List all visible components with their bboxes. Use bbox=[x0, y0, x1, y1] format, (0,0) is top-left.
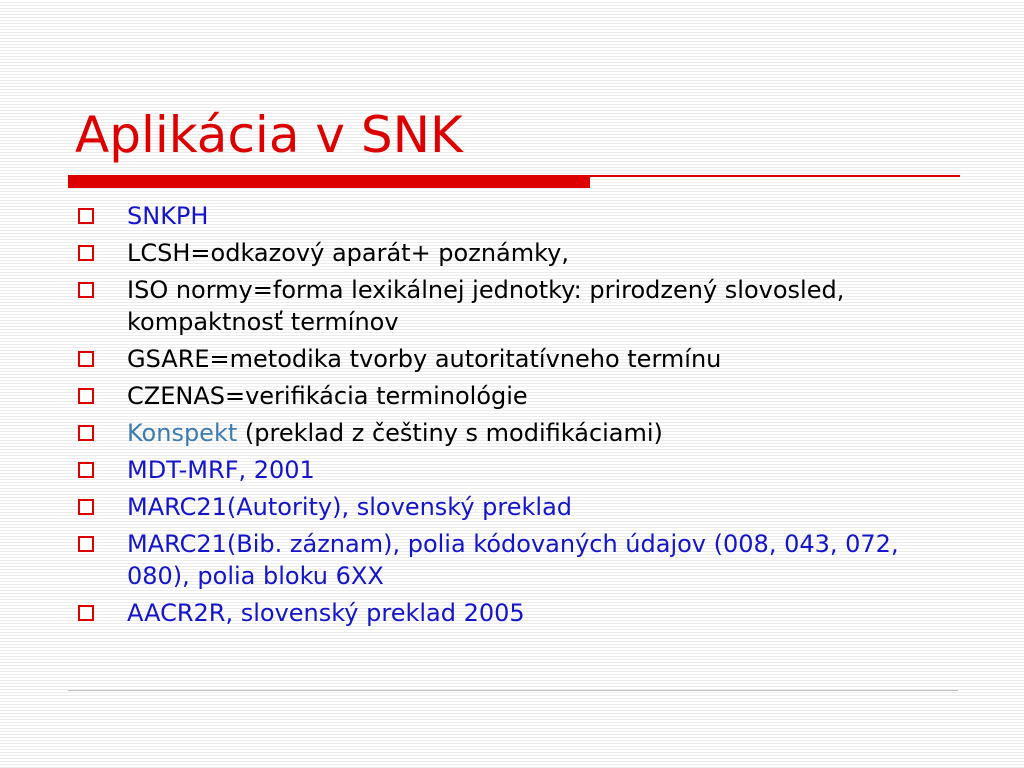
bullet-item-mdt-mrf bbox=[75, 454, 945, 486]
bullet-list bbox=[75, 200, 945, 634]
bullet-item-lcsh bbox=[75, 237, 945, 269]
bullet-item-marc21-autority bbox=[75, 491, 945, 523]
hollow-square-bullet-icon bbox=[78, 536, 94, 552]
hollow-square-bullet-icon bbox=[78, 605, 94, 621]
bullet-text: MARC21(Autority), slovenský preklad bbox=[127, 493, 573, 521]
bullet-item-snkph bbox=[75, 200, 945, 232]
bullet-text: LCSH=odkazový aparát+ poznámky, bbox=[127, 239, 569, 267]
bullet-text: AACR2R, slovenský preklad 2005 bbox=[127, 599, 525, 627]
bullet-text: SNKPH bbox=[127, 202, 209, 230]
bullet-text: MARC21(Bib. záznam), polia kódovaných údajov (008, 043, 072, 080), polia bloku 6XX bbox=[127, 530, 899, 590]
footer-divider bbox=[68, 690, 958, 691]
slide-title: Aplikácia v SNK bbox=[75, 106, 463, 164]
bullet-item-iso bbox=[75, 274, 945, 338]
hollow-square-bullet-icon bbox=[78, 282, 94, 298]
bullet-text: MDT-MRF, 2001 bbox=[127, 456, 315, 484]
hollow-square-bullet-icon bbox=[78, 208, 94, 224]
bullet-item-konspekt bbox=[75, 417, 945, 449]
title-underline-thick bbox=[68, 175, 590, 188]
konspekt-link[interactable]: Konspekt bbox=[127, 419, 245, 447]
bullet-text: CZENAS=verifikácia terminológie bbox=[127, 382, 528, 410]
hollow-square-bullet-icon bbox=[78, 351, 94, 367]
hollow-square-bullet-icon bbox=[78, 462, 94, 478]
bullet-item-aacr2r bbox=[75, 597, 945, 629]
hollow-square-bullet-icon bbox=[78, 245, 94, 261]
title-underline-thin bbox=[590, 175, 960, 177]
bullet-item-marc21-bib bbox=[75, 528, 945, 592]
hollow-square-bullet-icon bbox=[78, 388, 94, 404]
bullet-text: ISO normy=forma lexikálnej jednotky: prirodzený slovosled, kompaktnosť termínov bbox=[127, 276, 845, 336]
bullet-item-czenas bbox=[75, 380, 945, 412]
bullet-text: GSARE=metodika tvorby autoritatívneho termínu bbox=[127, 345, 722, 373]
bullet-item-gsare bbox=[75, 343, 945, 375]
hollow-square-bullet-icon bbox=[78, 499, 94, 515]
bullet-text: (preklad z češtiny s modifikáciami) bbox=[244, 419, 663, 447]
hollow-square-bullet-icon bbox=[78, 425, 94, 441]
